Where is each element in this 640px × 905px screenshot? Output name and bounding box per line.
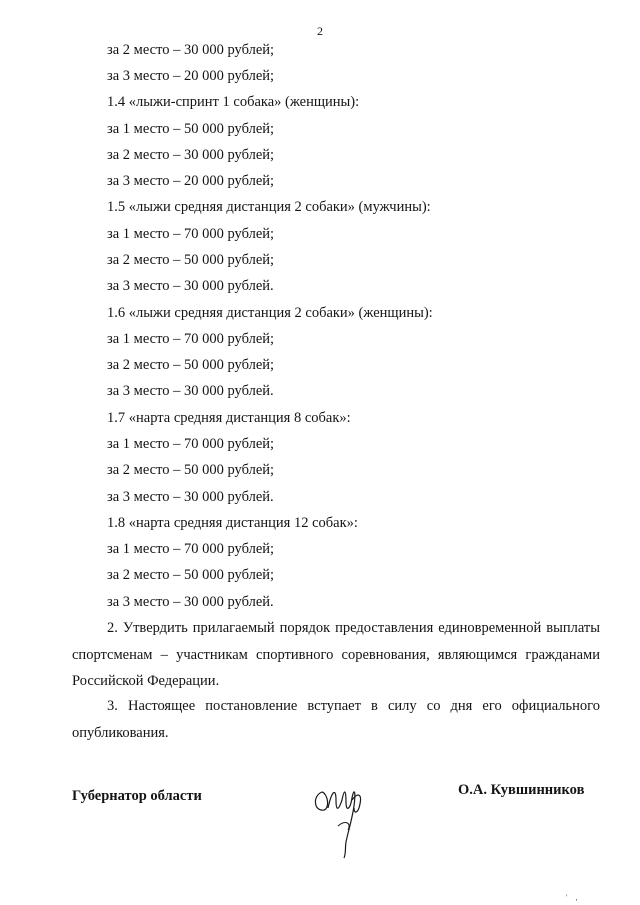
- category-heading: 1.6 «лыжи средняя дистанция 2 собаки» (женщины):: [107, 305, 433, 321]
- prize-line: за 2 место – 30 000 рублей;: [107, 42, 275, 58]
- paragraph-text: 2. Утвердить прилагаемый порядок предоставления единовременной выплаты спортсменам – участникам спортивного соревнования, являющимся гражданами Российской Федерации.: [72, 620, 600, 689]
- handwritten-signature: [308, 770, 378, 860]
- prize-line: за 3 место – 30 000 рублей.: [107, 278, 274, 294]
- prize-line: за 2 место – 50 000 рублей;: [107, 567, 275, 583]
- prize-line: за 3 место – 20 000 рублей;: [107, 173, 275, 189]
- prize-line: за 1 место – 70 000 рублей;: [107, 541, 275, 557]
- category-heading: 1.8 «нарта средняя дистанция 12 собак»:: [107, 515, 358, 531]
- signatory-title: Губернатор области: [72, 788, 202, 804]
- prize-line: за 2 место – 50 000 рублей;: [107, 357, 275, 373]
- paragraph-entry-into-force: [72, 693, 600, 746]
- paragraph-text: 3. Настоящее постановление вступает в силу со дня его официального опубликования.: [72, 698, 600, 741]
- prize-line: за 2 место – 50 000 рублей;: [107, 462, 275, 478]
- category-heading: 1.7 «нарта средняя дистанция 8 собак»:: [107, 410, 351, 426]
- prize-line: за 2 место – 50 000 рублей;: [107, 252, 275, 268]
- category-heading: 1.5 «лыжи средняя дистанция 2 собаки» (мужчины):: [107, 199, 431, 215]
- prize-line: за 3 место – 30 000 рублей.: [107, 383, 274, 399]
- category-heading: 1.4 «лыжи-спринт 1 собака» (женщины):: [107, 94, 360, 110]
- prize-line: за 3 место – 20 000 рублей;: [107, 68, 275, 84]
- scan-marks: ' ,: [566, 893, 581, 902]
- prize-line: за 1 место – 70 000 рублей;: [107, 331, 275, 347]
- signatory-name: О.А. Кувшинников: [458, 782, 585, 798]
- prize-line: за 3 место – 30 000 рублей.: [107, 489, 274, 505]
- page-number: 2: [317, 24, 323, 38]
- prize-line: за 1 место – 70 000 рублей;: [107, 226, 275, 242]
- prize-line: за 1 место – 50 000 рублей;: [107, 121, 275, 137]
- paragraph-approve-procedure: [72, 615, 600, 695]
- prize-line: за 3 место – 30 000 рублей.: [107, 594, 274, 610]
- prize-line: за 1 место – 70 000 рублей;: [107, 436, 275, 452]
- prize-line: за 2 место – 30 000 рублей;: [107, 147, 275, 163]
